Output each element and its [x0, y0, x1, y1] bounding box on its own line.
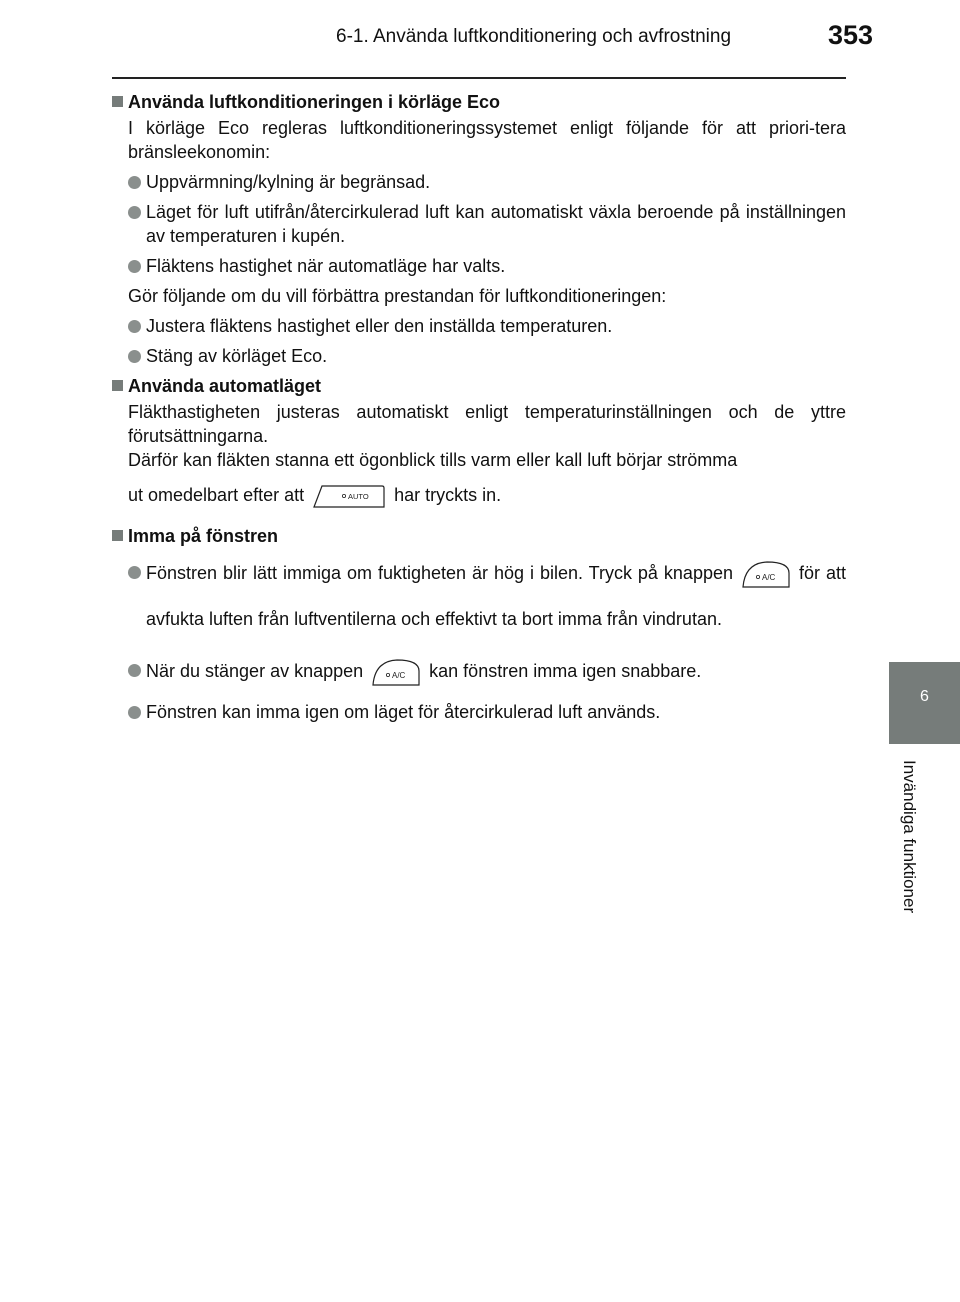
- chapter-label: Invändiga funktioner: [900, 760, 919, 914]
- content: [110, 90, 846, 724]
- section-heading: Använda luftkonditioneringen i körläge Eco: [110, 90, 846, 114]
- chapter-label-container: [893, 760, 923, 940]
- bullet-icon: [128, 664, 141, 677]
- svg-text:A/C: A/C: [762, 573, 776, 583]
- section-heading: Imma på fönstren: [110, 524, 846, 548]
- square-bullet-icon: [112, 380, 123, 391]
- bullet-icon: [128, 320, 141, 333]
- bullet-icon: [128, 706, 141, 719]
- page-number: 353: [828, 20, 874, 50]
- paragraph: Gör följande om du vill förbättra prestandan för luftkonditioneringen:: [128, 286, 667, 306]
- ac-button-icon: [741, 559, 791, 589]
- square-bullet-icon: [112, 530, 123, 541]
- bullet-item: Stäng av körläget Eco.: [128, 344, 846, 368]
- svg-text:A/C: A/C: [392, 671, 406, 681]
- bullet-icon: [128, 176, 141, 189]
- bullet-icon: [128, 206, 141, 219]
- bullet-icon: [128, 350, 141, 363]
- ac-button-icon: [371, 657, 421, 687]
- paragraph: I körläge Eco regleras luftkonditioneringssystemet enligt följande för att priori-tera bränsleekonomin:: [128, 118, 846, 162]
- auto-button-icon: [312, 483, 386, 509]
- bullet-icon: [128, 260, 141, 273]
- bullet-item: Fönstren blir lätt immiga om fuktigheten är hög i bilen. Tryck på knappen A/C för att avfukta luften från luftventilerna och effektivt ta bort imma från vindrutan.: [128, 550, 846, 642]
- chapter-tab: [889, 662, 960, 744]
- paragraph: Därför kan fläkten stanna ett ögonblick tills varm eller kall luft börjar strömma: [128, 450, 738, 470]
- bullet-item: Justera fläktens hastighet eller den inställda temperaturen.: [128, 314, 846, 338]
- header-rule: [112, 77, 846, 79]
- header-title: 6-1. Använda luftkonditionering och avfrostning: [336, 26, 732, 47]
- svg-text:AUTO: AUTO: [348, 492, 369, 502]
- square-bullet-icon: [112, 96, 123, 107]
- bullet-item: När du stänger av knappen A/C kan fönstren imma igen snabbare.: [128, 648, 846, 694]
- bullet-item: Fönstren kan imma igen om läget för återcirkulerad luft används.: [128, 700, 846, 724]
- bullet-item: Läget för luft utifrån/återcirkulerad luft kan automatiskt växla beroende på inställningen av temperaturen i kupén.: [128, 200, 846, 248]
- bullet-item: Uppvärmning/kylning är begränsad.: [128, 170, 846, 194]
- bullet-item: Fläktens hastighet när automatläge har valts.: [128, 254, 846, 278]
- paragraph: Fläkthastigheten justeras automatiskt enligt temperaturinställningen och de yttre förutsättningarna.: [128, 402, 846, 446]
- paragraph: ut omedelbart efter att AUTO har tryckts in.: [128, 472, 846, 518]
- chapter-number: 6: [920, 688, 929, 705]
- section-heading: Använda automatläget: [110, 374, 846, 398]
- bullet-icon: [128, 566, 141, 579]
